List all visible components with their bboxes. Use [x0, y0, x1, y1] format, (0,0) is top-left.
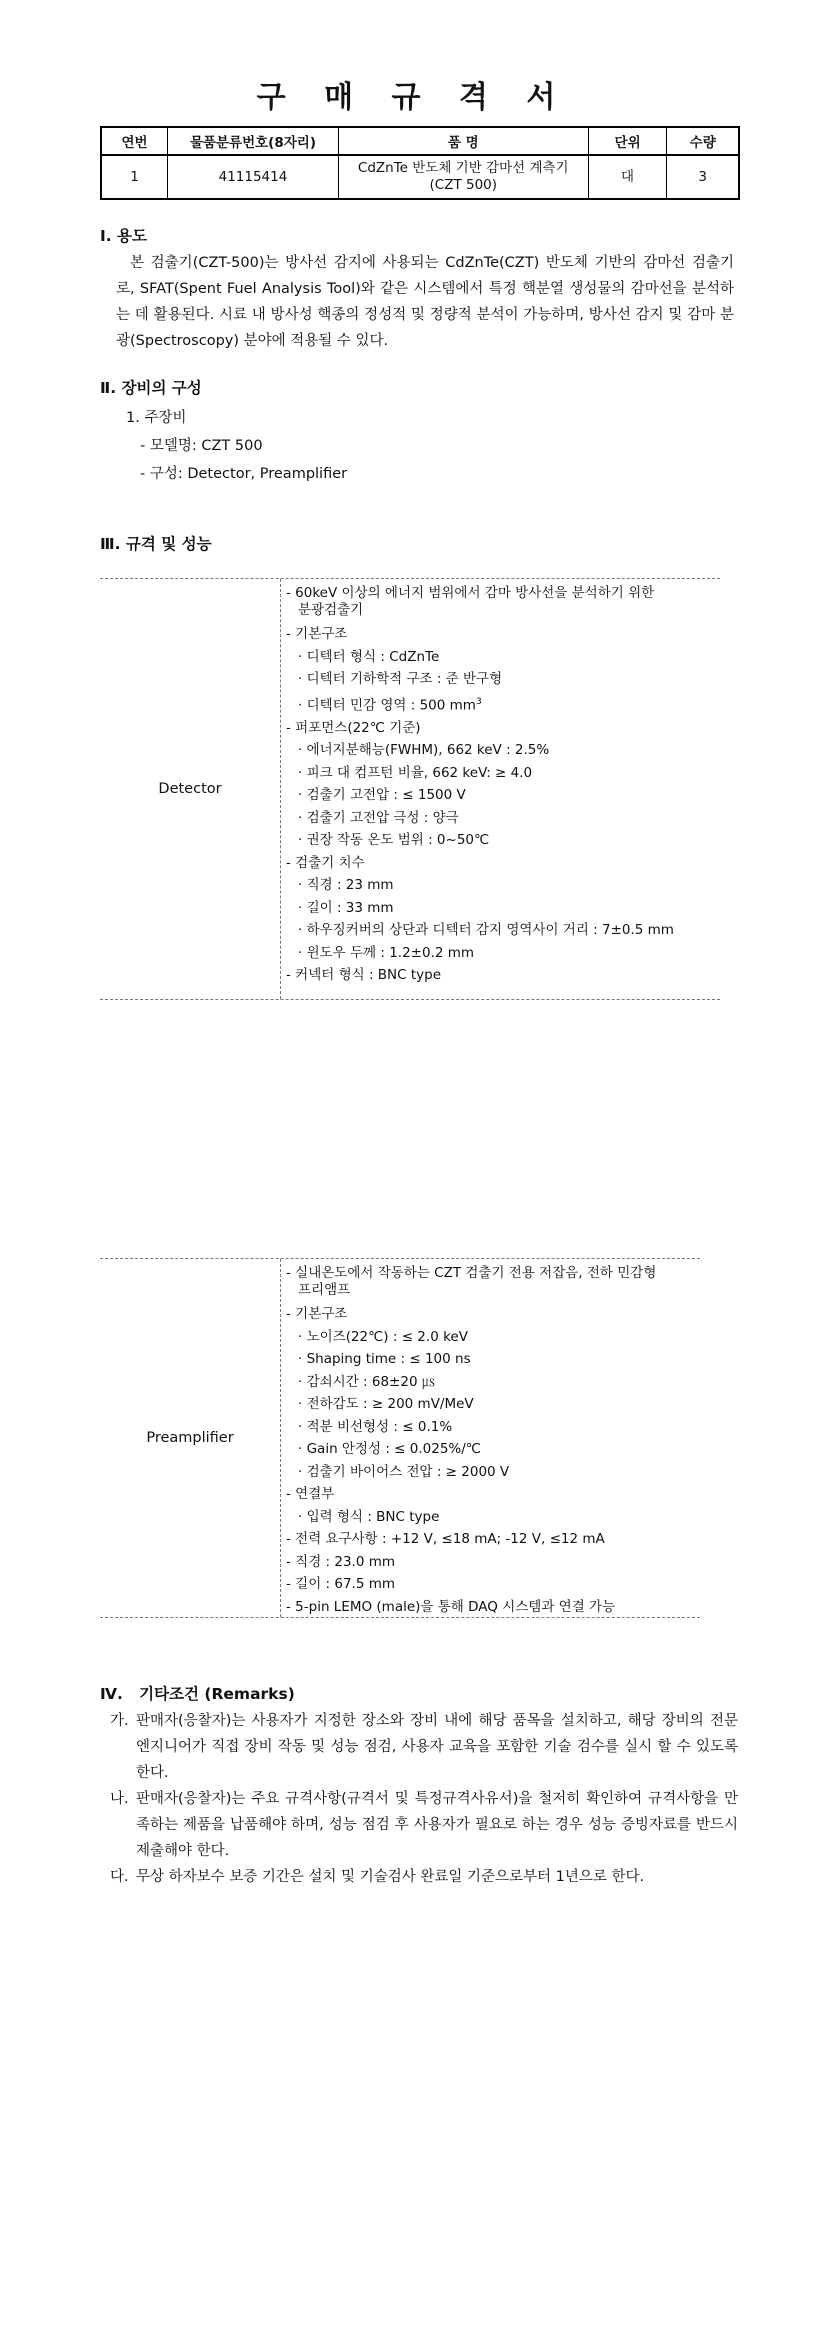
- detector-conn: - 커넥터 형식 : BNC type: [286, 967, 442, 983]
- preamp-lemo: - 5-pin LEMO (male)을 통해 DAQ 시스템과 연결 가능: [286, 1598, 616, 1615]
- detector-p2: · 피크 대 컴프턴 비율, 662 keV: ≥ 4.0: [298, 764, 533, 781]
- preamp-basic: - 기본구조: [286, 1306, 348, 1322]
- preamp-b3: · 감쇠시간 : 68±20 ㎲: [298, 1373, 436, 1390]
- section2-item: 1. 주장비: [126, 410, 187, 426]
- cell-name-line1: CdZnTe 반도체 기반 감마선 계측기: [357, 160, 569, 176]
- cell-qty: 3: [667, 155, 739, 199]
- preamp-desc: [286, 1265, 700, 1299]
- detector-desc-line1: - 60keV 이상의 에너지 범위에서 감마 방사선을 분석하기 위한: [286, 585, 655, 601]
- detector-divider: [280, 579, 281, 999]
- preamp-len: - 길이 : 67.5 mm: [286, 1576, 396, 1592]
- preamp-b5: · 적분 비선형성 : ≤ 0.1%: [298, 1418, 453, 1435]
- header-no: 연번: [101, 127, 168, 155]
- section4-heading: Ⅳ. 기타조건 (Remarks): [100, 1685, 295, 1703]
- preamp-divider: [280, 1259, 281, 1617]
- detector-b3-text: · 디텍터 민감 영역 : 500 mm: [298, 697, 476, 713]
- section1-heading: Ⅰ. 용도: [100, 227, 147, 245]
- detector-b3: [286, 691, 720, 717]
- detector-desc: [286, 585, 720, 619]
- header-unit: 단위: [588, 127, 667, 155]
- remark-text: 판매자(응찰자)는 주요 규격사항(규격서 및 특정규격사유서)을 철저히 확인하여 규격사항을 만족하는 제품을 납품해야 하며, 성능 점검 후 사용자가 필요로 하는 경우 성능 증빙자료를 반드시 제출해야 한다.: [136, 1791, 738, 1859]
- section3-heading: Ⅲ. 규격 및 성능: [100, 535, 212, 553]
- preamp-desc-line1: - 실내온도에서 작동하는 CZT 검출기 전용 저잡음, 전하 민감형: [286, 1265, 657, 1281]
- cell-name: [338, 155, 588, 199]
- remarks-list: [110, 1708, 738, 1890]
- remark-text: 판매자(응찰자)는 사용자가 지정한 장소와 장비 내에 해당 품목을 설치하고, 해당 장비의 전문 엔지니어가 직접 장비 작동 및 성능 점검, 사용자 교육을 포함한 기술 검수를 실시 할 수 있도록 한다.: [136, 1713, 738, 1781]
- header-code: 물품분류번호(8자리): [168, 127, 339, 155]
- remark-mark: 가.: [110, 1713, 129, 1729]
- header-qty: 수량: [667, 127, 739, 155]
- preamp-b4: · 전하감도 : ≥ 200 mV/MeV: [298, 1396, 474, 1412]
- preamp-b2: · Shaping time : ≤ 100 ns: [298, 1351, 471, 1367]
- detector-b3-sup: 3: [475, 696, 482, 707]
- detector-d2: · 길이 : 33 mm: [298, 899, 394, 916]
- cell-unit: 대: [588, 155, 667, 199]
- preamp-diam: - 직경 : 23.0 mm: [286, 1553, 396, 1570]
- detector-perf: - 퍼포먼스(22℃ 기준): [286, 719, 421, 736]
- detector-b2: · 디텍터 기하학적 구조 : 준 반구형: [298, 671, 503, 687]
- header-name: 품 명: [338, 127, 588, 155]
- detector-b1: · 디텍터 형식 : CdZnTe: [298, 648, 440, 665]
- document-title: 구 매 규 격 서: [256, 80, 570, 115]
- detector-d1: · 직경 : 23 mm: [298, 877, 394, 893]
- remark-mark: 다.: [110, 1869, 129, 1885]
- preamp-b6: · Gain 안정성 : ≤ 0.025%/℃: [298, 1441, 481, 1457]
- detector-dims: - 검출기 치수: [286, 854, 365, 871]
- detector-spec-list: [286, 585, 720, 987]
- detector-p5: · 권장 작동 온도 범위 : 0~50℃: [298, 832, 490, 848]
- detector-spec-box: [100, 578, 720, 1000]
- detector-d3: · 하우징커버의 상단과 디텍터 감지 영역사이 거리 : 7±0.5 mm: [298, 922, 674, 938]
- preamp-desc-line2: 프리앰프: [298, 1282, 351, 1298]
- section2-composition: - 구성: Detector, Preamplifier: [140, 466, 348, 482]
- detector-d4: · 윈도우 두께 : 1.2±0.2 mm: [298, 944, 475, 961]
- remark-item: [110, 1864, 738, 1890]
- remark-mark: 나.: [110, 1791, 129, 1807]
- detector-basic: - 기본구조: [286, 626, 348, 642]
- preamp-c1: · 입력 형식 : BNC type: [298, 1508, 440, 1525]
- preamp-label: Preamplifier: [146, 1430, 234, 1446]
- detector-p1: · 에너지분해능(FWHM), 662 keV : 2.5%: [298, 742, 550, 758]
- preamp-spec-box: [100, 1258, 700, 1618]
- section2-model: - 모델명: CZT 500: [140, 438, 263, 454]
- remark-item: [110, 1786, 738, 1864]
- detector-label: Detector: [158, 781, 222, 797]
- preamp-power: - 전력 요구사항 : +12 V, ≤18 mA; -12 V, ≤12 mA: [286, 1531, 605, 1547]
- preamp-b1: · 노이즈(22℃) : ≤ 2.0 keV: [298, 1328, 468, 1345]
- summary-header-row: [101, 127, 739, 155]
- preamp-conn: - 연결부: [286, 1486, 335, 1502]
- remark-item: [110, 1708, 738, 1786]
- remark-text: 무상 하자보수 보증 기간은 설치 및 기술검사 완료일 기준으로부터 1년으로 한다.: [136, 1869, 645, 1885]
- detector-desc-line2: 분광검출기: [298, 602, 364, 618]
- section2-heading: Ⅱ. 장비의 구성: [100, 379, 202, 397]
- cell-no: 1: [101, 155, 168, 199]
- summary-data-row: [101, 155, 739, 199]
- detector-p3: · 검출기 고전압 : ≤ 1500 V: [298, 787, 466, 803]
- detector-p4: · 검출기 고전압 극성 : 양극: [298, 809, 459, 826]
- summary-table: [100, 126, 740, 200]
- preamp-b7: · 검출기 바이어스 전압 : ≥ 2000 V: [298, 1463, 510, 1480]
- cell-code: 41115414: [168, 155, 339, 199]
- cell-name-line2: (CZT 500): [429, 177, 498, 193]
- preamp-spec-list: [286, 1265, 700, 1618]
- section1-body: 본 검출기(CZT-500)는 방사선 감지에 사용되는 CdZnTe(CZT) 반도체 기반의 감마선 검출기로, SFAT(Spent Fuel Analysis Tool)와 같은 시스템에서 특정 핵분열 생성물의 감마선을 분석하는 데 활용된다. 시료 내 방사성 핵종의 정성적 및 정량적 분석이 가능하며, 방사선 감지 및 감마 분광(Spectroscopy) 분야에 적용될 수 있다.: [116, 255, 734, 349]
